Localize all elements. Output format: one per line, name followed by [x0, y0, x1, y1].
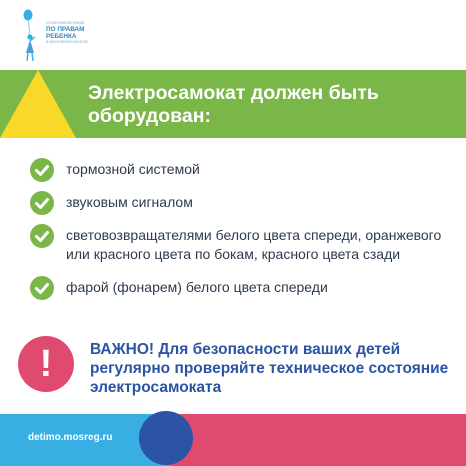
- check-circle-icon: [30, 191, 54, 215]
- list-item: [30, 276, 450, 297]
- list-item: [30, 191, 450, 212]
- exclamation-mark: !: [39, 343, 53, 385]
- equipment-list: [30, 158, 450, 309]
- logo: [18, 8, 88, 64]
- yellow-triangle-decor: [0, 70, 80, 138]
- list-item-label: звуковым сигналом: [66, 194, 193, 210]
- logo-caption-top: УПОЛНОМОЧЕННЫЙ: [46, 21, 85, 25]
- check-circle-icon: [30, 158, 54, 182]
- footer-circle-decor: [139, 411, 193, 465]
- check-circle-icon: [30, 224, 54, 248]
- footer-right-band: [170, 414, 466, 466]
- logo-caption-main-2: РЕБЕНКА: [46, 33, 77, 40]
- important-notice: ВАЖНО! Для безопасности ваших детей регулярно проверяйте техническое состояние электросамоката: [90, 341, 449, 396]
- check-circle-icon: [30, 276, 54, 300]
- list-item-label: фарой (фонарем) белого цвета спереди: [66, 279, 328, 295]
- logo-caption-main: ПО ПРАВАМ: [46, 25, 85, 33]
- list-item-label: тормозной системой: [66, 161, 200, 177]
- list-item: [30, 158, 450, 179]
- list-item: [30, 224, 450, 264]
- logo-caption-bottom: В МОСКОВСКОЙ ОБЛАСТИ: [46, 40, 88, 45]
- warning-icon: [18, 336, 74, 392]
- page-title: Электросамокат должен быть оборудован:: [88, 82, 379, 127]
- list-item-label: световозвращателями белого цвета спереди, оранжевого или красного цвета по бокам, красного цвета сзади: [66, 227, 442, 262]
- girl-with-balloon-icon: [18, 8, 46, 64]
- footer-website-link[interactable]: detimo.mosreg.ru: [28, 432, 113, 443]
